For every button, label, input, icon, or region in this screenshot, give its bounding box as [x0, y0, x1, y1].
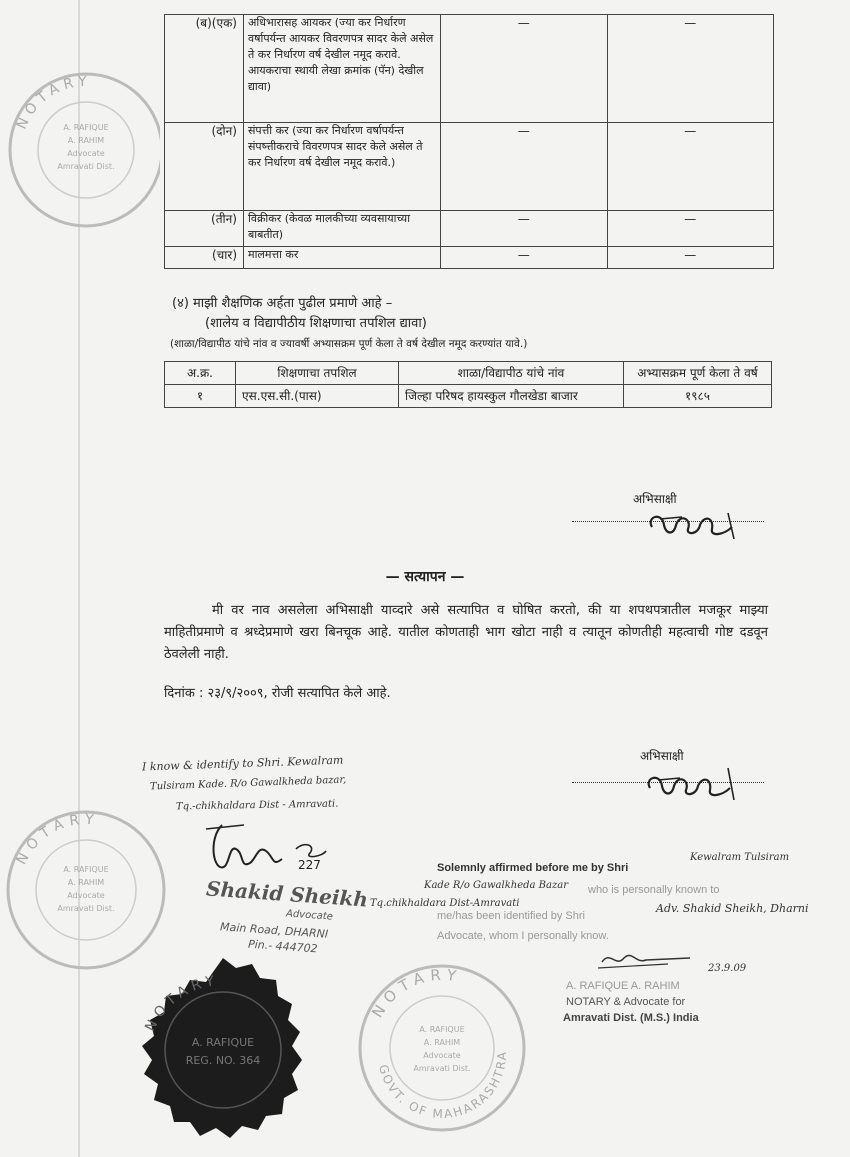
advocate-stamp-name: Shakid Sheikh [205, 876, 369, 912]
deponent-signature [640, 505, 740, 545]
column-header: अभ्यासक्रम पूर्ण केला ते वर्ष [624, 362, 772, 385]
advocate-stamp-address: Main Road, DHARNI [219, 920, 329, 941]
stamp-text: A. RAHIM [67, 878, 105, 887]
svg-text:NOTARY [368, 966, 463, 1021]
table-cell: १ [165, 385, 236, 408]
verification-title: — सत्यापन — [385, 569, 465, 585]
notary-signed-date: 23.9.09 [708, 963, 747, 974]
affirmation-handwritten-address: Kade R/o Gawalkheda Bazar [424, 880, 568, 891]
stamp-text: Advocate [67, 891, 105, 900]
table-cell: जिल्हा परिषद हायस्कुल गौलखेडा बाजार [399, 385, 624, 408]
table-row [165, 385, 772, 408]
affirmation-handwritten-name: Kewalram Tulsiram [690, 852, 790, 863]
notary-stamp-center [352, 958, 532, 1138]
stamp-text: A. RAFIQUE [63, 865, 109, 874]
education-note: (शाळा/विद्यापीठ यांचे नांव व ज्यावर्षी अभ्यासक्रम पूर्ण केला ते वर्ष देखील नमूद करण्यांत यावे.) [170, 338, 528, 350]
row-description: मालमत्ता कर [244, 247, 441, 269]
affirmation-line: me/has been identified by Shri [437, 910, 585, 922]
row-value: — [607, 15, 774, 123]
table-cell: एस.एस.सी.(पास) [236, 385, 399, 408]
deponent-label: अभिसाक्षी [640, 749, 684, 763]
notary-title: NOTARY & Advocate for [566, 996, 686, 1008]
svg-text:GOVT. OF MAHARASHTRA [376, 1050, 509, 1121]
stamp-text: Amravati Dist. [57, 162, 115, 171]
stamp-text: GOVT. OF MAHARASHTRA [375, 1049, 510, 1122]
stamp-text: Advocate [423, 1051, 461, 1060]
row-value: — [607, 211, 774, 247]
affirmation-line: who is personally known to [588, 884, 720, 896]
table-row [165, 211, 774, 247]
identification-line: Tulsiram Kade. R/o Gawalkheda bazar, [149, 774, 347, 793]
affirmation-line: Solemnly affirmed before me by Shri [437, 862, 629, 874]
notary-stamp-top-left [0, 50, 160, 250]
row-value: — [441, 247, 608, 269]
column-header: शाळा/विद्यापीठ यांचे नांव [399, 362, 624, 385]
verification-paragraph: मी वर नाव असलेला अभिसाक्षी याव्दारे असे सत्यापित व घोषित करतो, की या शपथपत्रातील मजकूर माझ्या माहितीप्रमाणे व श्रध्देप्रमाणे खरा बिनचूक आहे. यातील कोणताही भाग खोटा नाही व त्यातून कोणतीही महत्वाची गोष्ट दडवून ठेवलेली नाही. [164, 603, 768, 662]
row-value: — [607, 247, 774, 269]
row-value: — [441, 123, 608, 211]
notary-name: A. RAFIQUE A. RAHIM [566, 980, 680, 992]
verification-date: दिनांक : २३/९/२००९, रोजी सत्यापित केले आहे. [164, 686, 391, 701]
row-description: संपत्ती कर (ज्या कर निर्धारण वर्षापर्यन्त संपष्त्तीकराचे विवरणपत्र सादर केले असेल ते कर निर्धारण वर्ष देखील नमूद करावे.) [244, 123, 441, 211]
tax-table [164, 14, 774, 269]
row-index: (तीन) [165, 211, 244, 247]
stamp-text: Advocate [67, 149, 105, 158]
affirmation-handwritten-advocate: Adv. Shakid Sheikh, Dharni [656, 902, 809, 915]
row-index: (चार) [165, 247, 244, 269]
row-value: — [441, 15, 608, 123]
table-row [165, 123, 774, 211]
stamp-text: NOTARY [13, 73, 92, 132]
column-header: शिक्षणाचा तपशिल [236, 362, 399, 385]
notary-seal-black [118, 950, 328, 1157]
table-row [165, 15, 774, 123]
stamp-text: A. RAFIQUE [419, 1025, 465, 1034]
deponent-label: अभिसाक्षी [633, 492, 677, 506]
row-index: (ब)(एक) [165, 15, 244, 123]
notary-signature [598, 948, 708, 970]
deponent-signature [638, 766, 738, 806]
affirmation-line: Advocate, whom I personally know. [437, 930, 609, 942]
education-subheading: (शालेय व विद्यापीठीय शिक्षणाचा तपशिल द्यावा) [205, 316, 427, 331]
stamp-text: A. RAHIM [423, 1038, 461, 1047]
table-row [165, 247, 774, 269]
row-value: — [607, 123, 774, 211]
row-value: — [441, 211, 608, 247]
identification-line: I know & identify to Shri. Kewalram [141, 753, 344, 774]
education-heading: (४) माझी शैक्षणिक अर्हता पुढील प्रमाणे आहे – [172, 296, 393, 311]
advocate-reg-number: 227 [298, 858, 321, 872]
stamp-text: NOTARY [368, 965, 464, 1021]
table-header-row [165, 362, 772, 385]
stamp-text: NOTARY [142, 972, 221, 1035]
stamp-text: A. RAFIQUE [63, 123, 109, 132]
advocate-stamp-title: Advocate [285, 908, 334, 923]
notary-place: Amravati Dist. (M.S.) India [563, 1012, 699, 1024]
identification-line: Tq.-chikhaldara Dist - Amravati. [175, 798, 339, 813]
advocate-stamp-pin: Pin.- 444702 [247, 937, 318, 956]
education-table [164, 361, 772, 408]
row-description: अधिभारासह आयकर (ज्या कर निर्धारण वर्षापर्यन्त आयकर विवरणपत्र सादर केले असेल ते कर निर्धारण वर्ष देखील नमूद करावे. आयकराचा स्थायी लेखा क्रमांक (पॅन) देखील द्यावा) [244, 15, 441, 123]
row-description: विक्रीकर (केवळ मालकीच्या व्यवसायाच्या बाबतीत) [244, 211, 441, 247]
stamp-text: Amravati Dist. [57, 904, 115, 913]
stamp-text: A. RAHIM [67, 136, 105, 145]
table-cell: १९८५ [624, 385, 772, 408]
affirmation-handwritten-district: Tq.chikhaldara Dist-Amravati [370, 898, 520, 909]
stamp-text: Amravati Dist. [413, 1064, 471, 1073]
stamp-text: A. RAFIQUE [191, 1036, 255, 1049]
stamp-text: NOTARY [13, 811, 101, 868]
row-index: (दोन) [165, 123, 244, 211]
stamp-text: REG. NO. 364 [185, 1054, 261, 1067]
column-header: अ.क्र. [165, 362, 236, 385]
